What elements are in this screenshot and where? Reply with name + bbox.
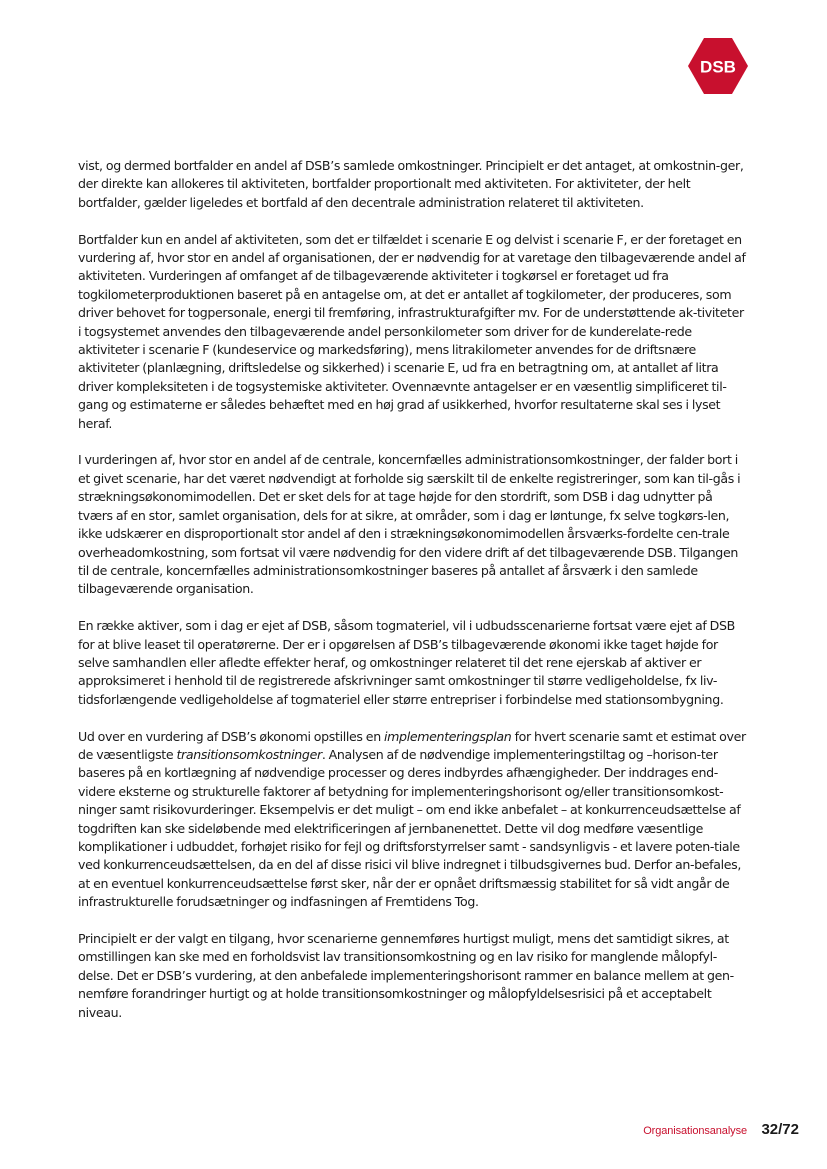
body-text [78,157,748,1040]
paragraph-5-text-a: Ud over en vurdering af DSB’s økonomi opstilles en [78,728,384,744]
paragraph-3-text: I vurderingen af, hvor stor en andel af de centrale, koncernfælles administrationsomkostninger, der falder bort i et givet scenarie, har det været nødvendigt at forholde sig særskilt til de enkelte registreringer, som kan til-gås i strækningsøkonomimodellen. Det er sket dels for at tage højde for den stordrift, som DSB i dag udnytter på tværs af en stor, samlet organisation, dels for at sikre, at områder, som i dag er løntunge, fx selve togkørs-len, ikke udskærer en disproportionalt stor andel af den i strækningsøkonomimodellen årsværks-fordelte cen-trale overheadomkostning, som fortsat vil være nødvendig for den videre drift af det tilbageværende DSB. Tilgangen til de centrale, koncernfælles administrationsomkostninger baseres på antallet af årsværk i den samlede tilbageværende organisation. [78,452,741,597]
dsb-logo [688,38,748,94]
paragraph-2 [78,231,748,433]
paragraph-1-text: vist, og dermed bortfalder en andel af DSB’s samlede omkostninger. Principielt er det antaget, at omkostnin-ger, der direkte kan allokeres til aktiviteten, bortfalder proportionalt med aktiviteten. For aktiviteter, der helt bortfalder, gælder ligeledes et bortfald af den decentrale administration relateret til aktiviteten. [78,158,744,210]
paragraph-1 [78,157,748,212]
paragraph-5-text-b: for hvert scenarie samt et estimat over de væsentligste [78,728,746,762]
paragraph-2-text: Bortfalder kun en andel af aktiviteten, som det er tilfældet i scenarie E og delvist i scenarie F, er der foretaget en vurdering af, hvor stor en andel af organisationen, der er nødvendig for at varetage den tilbageværende andel af aktiviteten. Vurderingen af omfanget af de tilbageværende aktiviteter i togkørsel er foretaget ud fra togkilometerproduktionen baseret på en antagelse om, at det er antallet af togkilometer, der produceres, som driver behovet for togpersonale, energi til fremføring, infrastrukturafgifter mv. For de understøttende ak-tiviteter i togsystemet anvendes den tilbageværende andel personkilometer som driver for de kunderelate-rede aktiviteter i scenarie F (kundeservice og markedsføring), mens litrakilometer anvendes for de driftsnære aktiviteter (planlægning, driftsledelse og sikkerhed) i scenarie E, ud fra en betragtning om, at antallet af litra driver kompleksiteten i de togsystemiske aktiviteter. Ovennævnte antagelser er en væsentlig simplificeret til-gang og estimaterne er således behæftet med en høj grad af usikkerhed, hvorfor resultaterne skal ses i lyset heraf. [78,231,746,431]
page-number: 32/72 [761,1121,799,1138]
paragraph-6 [78,930,748,1022]
paragraph-3 [78,451,748,598]
term-implementeringsplan: implementeringsplan [383,728,512,744]
logo-text: DSB [700,57,736,77]
paragraph-5 [78,728,748,912]
footer-section-label: Organisationsanalyse [643,1125,747,1137]
paragraph-4-text: En række aktiver, som i dag er ejet af DSB, såsom togmateriel, vil i udbudsscenarierne fortsat være ejet af DSB for at blive leaset til operatørerne. Der er i opgørelsen af DSB’s tilbageværende økonomi ikke taget højde for selve samhandlen eller afledte effekter heraf, og omkostninger relateret til det rene ejerskab af aktiver er approksimeret i henhold til de registrerede afskrivninger samt omkostninger til større vedligeholdelse, fx liv-tidsforlængende vedligeholdelse af togmateriel eller større entrepriser i forbindelse med stationsombygning. [78,618,735,707]
paragraph-5-text-c: . Analysen af de nødvendige implementeringstiltag og –horison-ter baseres på en kortlægning af nødvendige processer og deres indbyrdes afhængigheder. Der inddrages end-videre eksterne og strukturelle faktorer af betydning for implementeringshorisont og/eller transitionsomkost-ninger samt risikovurderinger. Eksempelvis er det muligt – om end ikke anbefalet – at konkurrenceudsættelse af togdriften kan ske sideløbende med elektrificeringen af jernbanenettet. Dette vil dog medføre væsentlige komplikationer i udbuddet, forhøjet risiko for fejl og driftsforstyrrelser samt - sandsynligvis - et lavere poten-tiale ved konkurrenceudsættelsen, da en del af disse risici vil blive indregnet i tilbudsgivernes bud. Derfor an-befales, at en eventuel konkurrenceudsættelse først sker, når der er opnået driftsmæssig stabilitet for så vidt angår de infrastrukturelle forudsætninger og indfasningen af Fremtidens Tog. [78,746,742,910]
paragraph-4 [78,617,748,709]
paragraph-6-text: Principielt er der valgt en tilgang, hvor scenarierne gennemføres hurtigst muligt, mens det samtidigt sikres, at omstillingen kan ske med en forholdsvist lav transitionsomkostning og en lav risiko for manglende målopfyl-delse. Det er DSB’s vurdering, at den anbefalede implementeringshorisont rammer en balance mellem at gen-nemføre forandringer hurtigt og at holde transitionsomkostninger og målopfyldelsesrisici på et acceptabelt niveau. [78,930,734,1020]
dsb-logo-shape [688,38,748,94]
term-transitionsomkostninger: transitionsomkostninger [176,746,322,762]
